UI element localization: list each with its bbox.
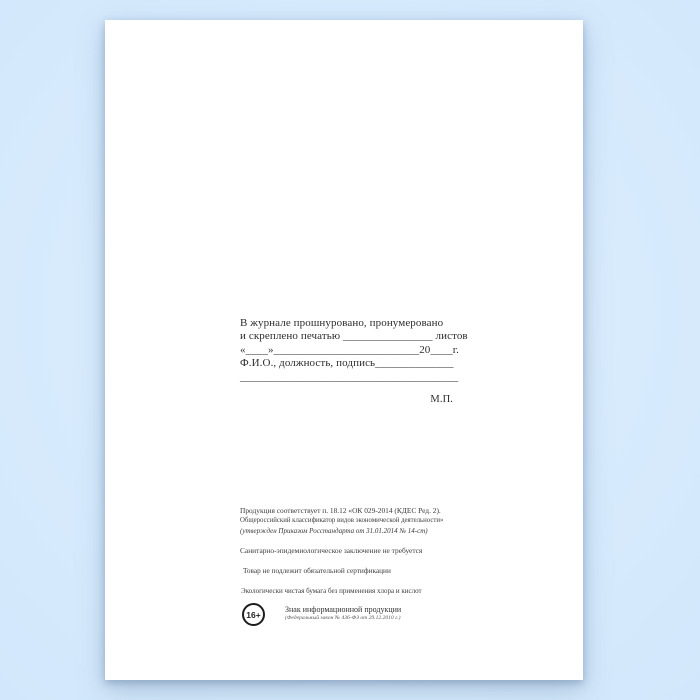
certification-note: Товар не подлежит обязательной сертификации	[243, 566, 391, 575]
seal-place-label: М.П.	[430, 394, 453, 406]
product-classification-line-2: Общероссийский классификатор видов экономической деятельности»	[240, 517, 444, 524]
information-product-sign-label: Знак информационной продукции	[285, 605, 402, 614]
sanitary-note: Санитарно-эпидемиологическое заключение не требуется	[240, 546, 423, 555]
age-rating-text	[285, 603, 401, 622]
sheets-count-line: и скреплено печатью ________________ листов	[240, 330, 468, 343]
eco-paper-note: Экологически чистая бумага без применения хлора и кислот	[241, 587, 422, 595]
age-rating-row	[240, 603, 470, 626]
date-line: «____»__________________________20____г.	[240, 343, 460, 356]
compliance-notes-block	[240, 506, 470, 626]
name-position-signature-line: Ф.И.О., должность, подпись______________	[240, 357, 454, 370]
product-classification-line-3: (утвержден Приказом Росстандарта от 31.01.2014 № 14-ст)	[240, 527, 428, 535]
federal-law-reference: (Федеральный закон № 436-ФЗ от 29.12.2010 г.)	[285, 614, 401, 621]
age-rating-16plus-icon: 16+	[242, 603, 265, 626]
blank-signature-line: _______________________________________	[240, 370, 459, 383]
binding-statement-line: В журнале прошнуровано, пронумеровано	[240, 317, 444, 329]
binding-certification-block	[240, 317, 466, 406]
journal-back-page	[105, 20, 583, 680]
product-classification-line-1: Продукция соответствует п. 18.12 «ОК 029-2014 (КДЕС Ред. 2).	[240, 506, 441, 515]
